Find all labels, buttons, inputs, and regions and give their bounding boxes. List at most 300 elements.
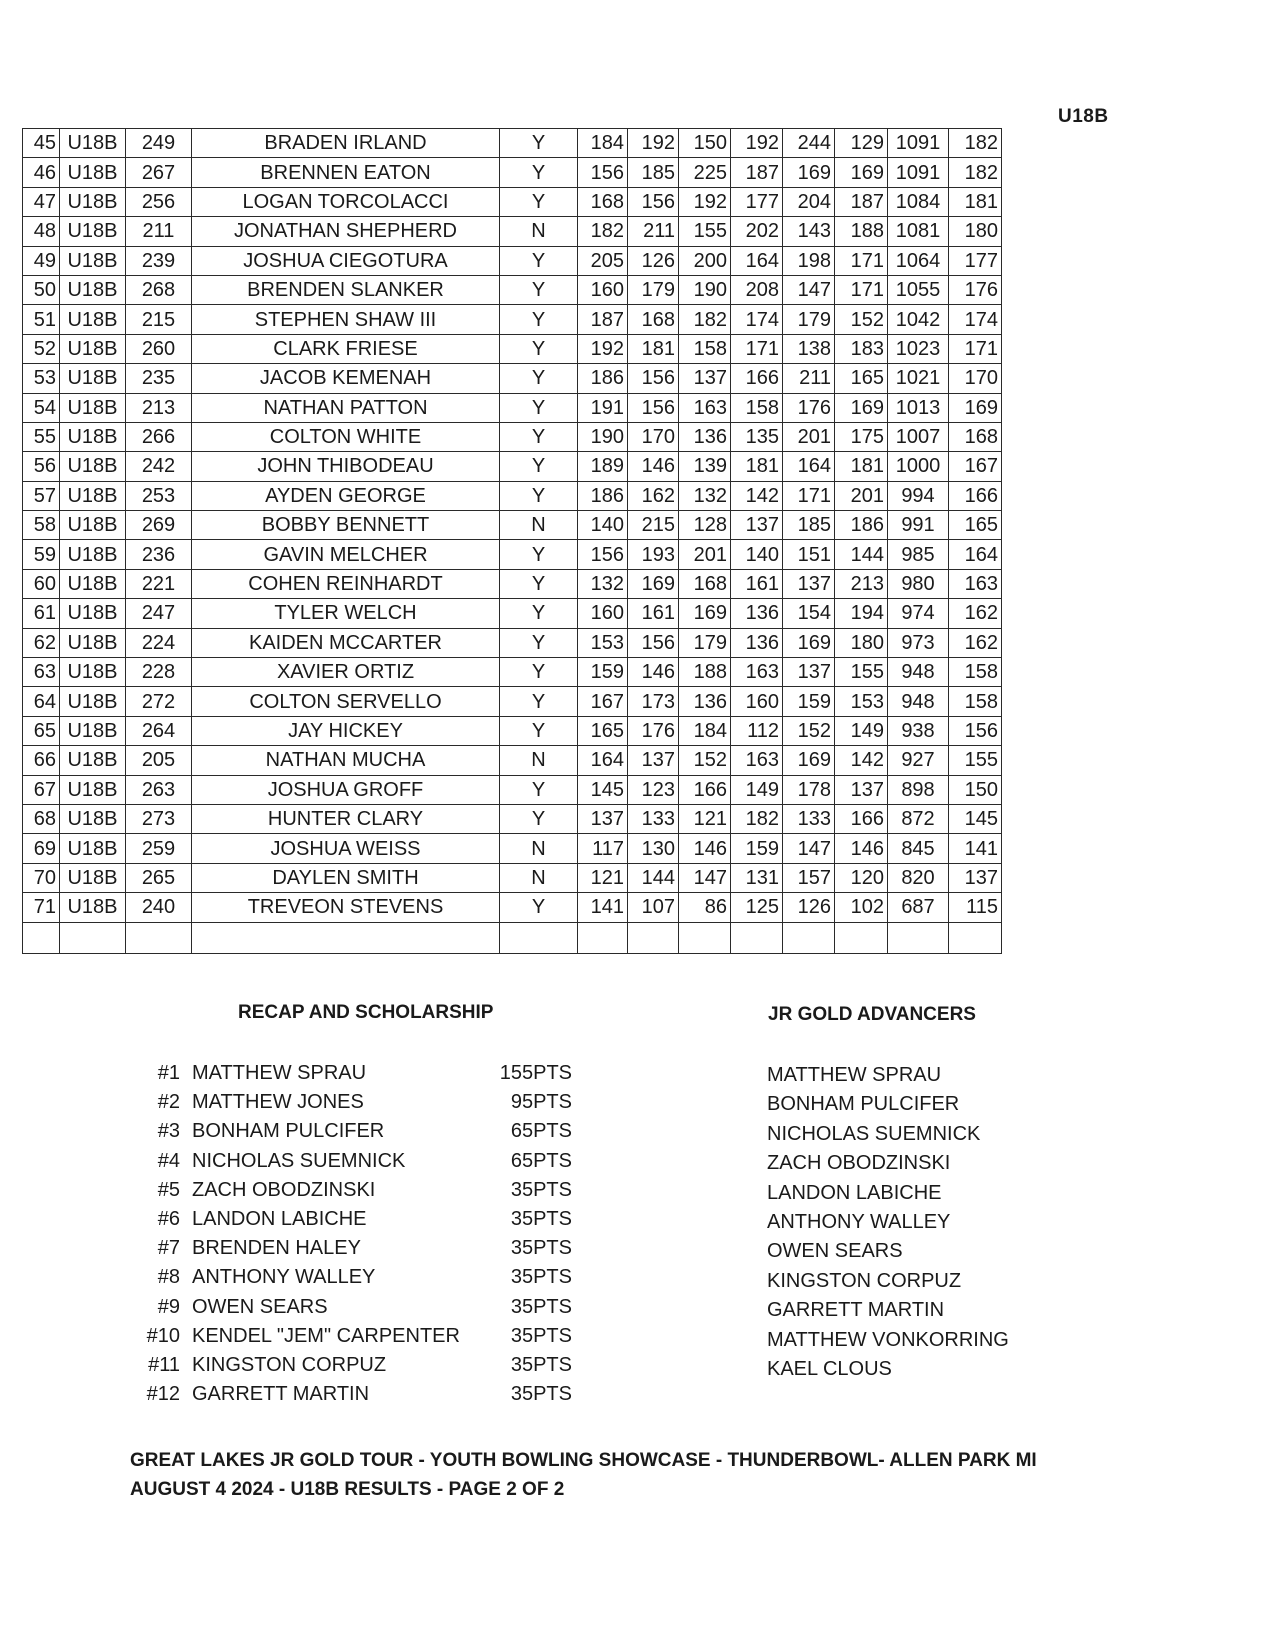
table-cell: 253 <box>126 481 192 510</box>
table-cell: 136 <box>731 599 783 628</box>
table-cell: 163 <box>679 393 731 422</box>
table-cell: 244 <box>783 129 835 158</box>
recap-name: ZACH OBODZINSKI <box>192 1178 376 1201</box>
advancer-item: ANTHONY WALLEY <box>767 1211 951 1233</box>
table-cell: 163 <box>731 658 783 687</box>
table-row <box>23 540 1002 569</box>
advancer-item: NICHOLAS SUEMNICK <box>767 1122 981 1145</box>
table-cell: 141 <box>578 893 628 922</box>
division-tag: U18B <box>1058 106 1109 127</box>
table-row <box>23 658 1002 687</box>
table-cell: 179 <box>783 305 835 334</box>
table-cell: 146 <box>835 834 888 863</box>
recap-points: 35PTS <box>510 1237 572 1260</box>
table-cell: 221 <box>126 569 192 598</box>
table-cell: 164 <box>731 246 783 275</box>
table-cell: N <box>500 746 578 775</box>
table-cell: 130 <box>628 834 679 863</box>
table-cell: U18B <box>60 746 126 775</box>
table-cell: 140 <box>578 511 628 540</box>
table-cell: 181 <box>835 452 888 481</box>
table-cell: 235 <box>126 364 192 393</box>
recap-rank: #1 <box>157 1062 180 1084</box>
recap-rank: #4 <box>157 1149 180 1172</box>
table-cell: 192 <box>578 334 628 363</box>
table-cell: 1042 <box>888 305 949 334</box>
footer-date-line: AUGUST 4 2024 - U18B RESULTS - PAGE 2 OF 2 <box>130 1479 565 1500</box>
recap-points: 65PTS <box>510 1120 572 1143</box>
table-row <box>23 687 1002 716</box>
table-cell: 205 <box>126 746 192 775</box>
table-cell: 169 <box>949 393 1002 422</box>
table-cell: U18B <box>60 834 126 863</box>
table-cell: 63 <box>23 658 60 687</box>
table-cell: 166 <box>731 364 783 393</box>
table-cell: 1091 <box>888 158 949 187</box>
table-cell: 162 <box>949 628 1002 657</box>
table-cell: 1064 <box>888 246 949 275</box>
table-cell: 181 <box>628 334 679 363</box>
table-cell: Y <box>500 599 578 628</box>
table-cell-empty <box>500 922 578 953</box>
table-cell: 160 <box>578 599 628 628</box>
recap-item <box>134 1058 594 1088</box>
table-cell: 213 <box>126 393 192 422</box>
table-cell: 121 <box>578 863 628 892</box>
table-cell: 150 <box>679 129 731 158</box>
table-cell: U18B <box>60 334 126 363</box>
table-cell: 205 <box>578 246 628 275</box>
recap-points: 35PTS <box>510 1266 572 1289</box>
table-cell: 192 <box>731 129 783 158</box>
table-cell: 178 <box>783 775 835 804</box>
table-row <box>23 599 1002 628</box>
table-cell: 137 <box>578 804 628 833</box>
table-cell: 46 <box>23 158 60 187</box>
table-cell: 145 <box>949 804 1002 833</box>
table-cell: 169 <box>628 569 679 598</box>
table-cell: 169 <box>783 746 835 775</box>
table-cell: 173 <box>628 687 679 716</box>
recap-points: 155PTS <box>499 1062 572 1084</box>
recap-rank: #7 <box>157 1237 180 1260</box>
table-cell: 228 <box>126 658 192 687</box>
recap-name: MATTHEW SPRAU <box>192 1062 367 1084</box>
table-cell: 182 <box>679 305 731 334</box>
table-cell: 166 <box>835 804 888 833</box>
table-cell: 182 <box>578 217 628 246</box>
table-cell: U18B <box>60 305 126 334</box>
table-cell: 200 <box>679 246 731 275</box>
table-cell: U18B <box>60 804 126 833</box>
table-cell: 56 <box>23 452 60 481</box>
table-cell: Y <box>500 628 578 657</box>
table-cell: 1081 <box>888 217 949 246</box>
table-cell: 242 <box>126 452 192 481</box>
table-cell: 157 <box>783 863 835 892</box>
table-cell: JOSHUA CIEGOTURA <box>192 246 500 275</box>
recap-name: LANDON LABICHE <box>192 1208 367 1230</box>
table-cell: 70 <box>23 863 60 892</box>
table-cell: 1000 <box>888 452 949 481</box>
table-cell: 267 <box>126 158 192 187</box>
table-cell: U18B <box>60 716 126 745</box>
table-cell: 161 <box>731 569 783 598</box>
table-cell: U18B <box>60 863 126 892</box>
table-cell: U18B <box>60 452 126 481</box>
table-cell: Y <box>500 334 578 363</box>
table-cell: CLARK FRIESE <box>192 334 500 363</box>
table-cell: COLTON SERVELLO <box>192 687 500 716</box>
table-cell: 184 <box>578 129 628 158</box>
table-cell: 820 <box>888 863 949 892</box>
recap-name: OWEN SEARS <box>192 1295 328 1318</box>
table-cell: 139 <box>679 452 731 481</box>
table-cell: 165 <box>949 511 1002 540</box>
table-cell: 60 <box>23 569 60 598</box>
recap-points: 35PTS <box>510 1383 572 1406</box>
table-cell: 137 <box>949 863 1002 892</box>
table-cell: 66 <box>23 746 60 775</box>
table-cell: 179 <box>628 275 679 304</box>
table-cell: 193 <box>628 540 679 569</box>
table-cell: U18B <box>60 687 126 716</box>
table-cell: 170 <box>949 364 1002 393</box>
table-cell: 164 <box>578 746 628 775</box>
recap-rank: #5 <box>157 1178 180 1201</box>
table-cell: 211 <box>628 217 679 246</box>
table-cell: 147 <box>679 863 731 892</box>
table-cell: DAYLEN SMITH <box>192 863 500 892</box>
table-cell: Y <box>500 893 578 922</box>
table-cell: 168 <box>578 187 628 216</box>
table-cell-empty <box>192 922 500 953</box>
table-cell: 174 <box>949 305 1002 334</box>
table-cell: 142 <box>835 746 888 775</box>
table-cell: 67 <box>23 775 60 804</box>
table-cell: 177 <box>949 246 1002 275</box>
table-cell: 55 <box>23 422 60 451</box>
table-cell: 49 <box>23 246 60 275</box>
table-cell: U18B <box>60 893 126 922</box>
table-row <box>23 481 1002 510</box>
table-cell: 156 <box>628 364 679 393</box>
table-cell: 136 <box>679 687 731 716</box>
table-cell: U18B <box>60 187 126 216</box>
table-cell: 994 <box>888 481 949 510</box>
table-cell: 181 <box>731 452 783 481</box>
recap-name: ANTHONY WALLEY <box>192 1266 376 1289</box>
table-cell: 164 <box>783 452 835 481</box>
table-cell: 201 <box>679 540 731 569</box>
table-cell: STEPHEN SHAW III <box>192 305 500 334</box>
table-cell: 166 <box>679 775 731 804</box>
table-cell: 213 <box>835 569 888 598</box>
table-cell: 247 <box>126 599 192 628</box>
table-cell: U18B <box>60 129 126 158</box>
table-cell: 153 <box>578 628 628 657</box>
recap-item <box>134 1292 594 1322</box>
table-cell: 136 <box>679 422 731 451</box>
advancer-item: LANDON LABICHE <box>767 1181 942 1204</box>
table-cell: 168 <box>949 422 1002 451</box>
table-cell: 273 <box>126 804 192 833</box>
table-cell: BRENNEN EATON <box>192 158 500 187</box>
table-cell: 153 <box>835 687 888 716</box>
table-cell: 154 <box>783 599 835 628</box>
recap-points: 35PTS <box>510 1208 572 1230</box>
table-cell: 174 <box>731 305 783 334</box>
recap-name: BONHAM PULCIFER <box>192 1120 385 1143</box>
recap-item <box>134 1204 594 1234</box>
table-cell: 115 <box>949 893 1002 922</box>
table-cell: 1055 <box>888 275 949 304</box>
table-cell: 54 <box>23 393 60 422</box>
recap-item <box>134 1087 594 1117</box>
table-cell: 156 <box>578 540 628 569</box>
table-cell: 162 <box>949 599 1002 628</box>
table-row <box>23 129 1002 158</box>
table-cell: 268 <box>126 275 192 304</box>
recap-rank: #3 <box>157 1120 180 1143</box>
recap-name: KENDEL "JEM" CARPENTER <box>192 1324 460 1347</box>
table-row <box>23 775 1002 804</box>
table-cell: 249 <box>126 129 192 158</box>
table-cell: 112 <box>731 716 783 745</box>
recap-points: 35PTS <box>510 1324 572 1347</box>
table-cell: 117 <box>578 834 628 863</box>
table-cell: 186 <box>578 364 628 393</box>
table-cell: 162 <box>628 481 679 510</box>
table-cell: 158 <box>949 687 1002 716</box>
table-row <box>23 187 1002 216</box>
table-cell: 187 <box>578 305 628 334</box>
table-cell: Y <box>500 658 578 687</box>
table-cell: Y <box>500 569 578 598</box>
table-cell: 991 <box>888 511 949 540</box>
table-cell: U18B <box>60 599 126 628</box>
table-cell: 135 <box>731 422 783 451</box>
table-cell: Y <box>500 540 578 569</box>
table-cell: 155 <box>835 658 888 687</box>
recap-rank: #12 <box>146 1383 180 1406</box>
table-cell: 167 <box>578 687 628 716</box>
table-cell: 201 <box>835 481 888 510</box>
table-cell: 169 <box>679 599 731 628</box>
table-cell: 123 <box>628 775 679 804</box>
table-cell-empty <box>23 922 60 953</box>
table-cell: JACOB KEMENAH <box>192 364 500 393</box>
table-cell: N <box>500 863 578 892</box>
table-cell: 160 <box>578 275 628 304</box>
table-cell: 133 <box>783 804 835 833</box>
table-row-empty <box>23 922 1002 953</box>
table-cell: 186 <box>578 481 628 510</box>
table-cell: U18B <box>60 217 126 246</box>
table-cell: 1023 <box>888 334 949 363</box>
table-cell: 164 <box>949 540 1002 569</box>
table-cell: 159 <box>578 658 628 687</box>
table-cell: 121 <box>679 804 731 833</box>
table-cell: 146 <box>628 658 679 687</box>
table-cell: Y <box>500 687 578 716</box>
table-cell: 150 <box>949 775 1002 804</box>
table-cell: 168 <box>679 569 731 598</box>
table-cell-empty <box>628 922 679 953</box>
table-cell: Y <box>500 452 578 481</box>
table-row <box>23 334 1002 363</box>
table-cell: 176 <box>783 393 835 422</box>
table-cell: 156 <box>628 628 679 657</box>
recap-name: KINGSTON CORPUZ <box>192 1354 387 1376</box>
table-cell: TREVEON STEVENS <box>192 893 500 922</box>
table-cell: COHEN REINHARDT <box>192 569 500 598</box>
table-cell: 180 <box>949 217 1002 246</box>
table-cell: 62 <box>23 628 60 657</box>
table-cell: 191 <box>578 393 628 422</box>
table-cell: 264 <box>126 716 192 745</box>
table-cell: 161 <box>628 599 679 628</box>
table-cell: 58 <box>23 511 60 540</box>
advancer-item: MATTHEW VONKORRING <box>767 1328 1009 1351</box>
recap-rank: #6 <box>157 1208 180 1230</box>
table-cell: 182 <box>731 804 783 833</box>
table-cell: 192 <box>679 187 731 216</box>
table-row <box>23 863 1002 892</box>
recap-item <box>134 1321 594 1351</box>
table-cell: 144 <box>835 540 888 569</box>
table-cell: 1091 <box>888 129 949 158</box>
table-cell: BRADEN IRLAND <box>192 129 500 158</box>
table-row <box>23 217 1002 246</box>
table-cell: 107 <box>628 893 679 922</box>
table-row <box>23 716 1002 745</box>
table-cell: 125 <box>731 893 783 922</box>
recap-rank: #9 <box>157 1295 180 1318</box>
table-cell: 208 <box>731 275 783 304</box>
table-cell: Y <box>500 275 578 304</box>
table-row <box>23 364 1002 393</box>
recap-points: 65PTS <box>510 1149 572 1172</box>
advancer-item: KINGSTON CORPUZ <box>767 1269 962 1292</box>
table-cell: 211 <box>783 364 835 393</box>
table-row <box>23 305 1002 334</box>
recap-name: NICHOLAS SUEMNICK <box>192 1149 406 1172</box>
table-cell: U18B <box>60 246 126 275</box>
table-cell: 185 <box>628 158 679 187</box>
table-cell: Y <box>500 158 578 187</box>
table-cell: 149 <box>731 775 783 804</box>
table-cell: 169 <box>835 393 888 422</box>
table-cell: 240 <box>126 893 192 922</box>
table-cell: 133 <box>628 804 679 833</box>
table-cell: 260 <box>126 334 192 363</box>
table-row <box>23 275 1002 304</box>
table-cell: 236 <box>126 540 192 569</box>
table-cell: 1084 <box>888 187 949 216</box>
table-cell: Y <box>500 716 578 745</box>
table-cell: 132 <box>679 481 731 510</box>
table-cell: 973 <box>888 628 949 657</box>
table-cell: 265 <box>126 863 192 892</box>
table-cell: 980 <box>888 569 949 598</box>
table-cell: 180 <box>835 628 888 657</box>
table-cell: JOSHUA GROFF <box>192 775 500 804</box>
table-cell: HUNTER CLARY <box>192 804 500 833</box>
table-cell: 151 <box>783 540 835 569</box>
table-cell: NATHAN MUCHA <box>192 746 500 775</box>
table-cell: 190 <box>578 422 628 451</box>
table-cell: TYLER WELCH <box>192 599 500 628</box>
table-cell: 131 <box>731 863 783 892</box>
table-cell: 263 <box>126 775 192 804</box>
table-cell: JONATHAN SHEPHERD <box>192 217 500 246</box>
table-cell-empty <box>731 922 783 953</box>
table-cell: 128 <box>679 511 731 540</box>
table-cell: KAIDEN MCCARTER <box>192 628 500 657</box>
table-cell: 845 <box>888 834 949 863</box>
table-cell: 48 <box>23 217 60 246</box>
table-cell: U18B <box>60 628 126 657</box>
table-cell: 137 <box>679 364 731 393</box>
table-cell: 171 <box>835 275 888 304</box>
table-cell: 898 <box>888 775 949 804</box>
table-cell: 51 <box>23 305 60 334</box>
recap-name: MATTHEW JONES <box>192 1091 364 1114</box>
table-cell: 145 <box>578 775 628 804</box>
table-row <box>23 893 1002 922</box>
table-cell: 47 <box>23 187 60 216</box>
table-cell: 136 <box>731 628 783 657</box>
recap-name: BRENDEN HALEY <box>192 1237 361 1260</box>
table-cell-empty <box>126 922 192 953</box>
table-cell: 175 <box>835 422 888 451</box>
table-cell: Y <box>500 364 578 393</box>
table-cell-empty <box>679 922 731 953</box>
advancer-item: ZACH OBODZINSKI <box>767 1152 951 1175</box>
table-cell: 165 <box>835 364 888 393</box>
table-cell: 272 <box>126 687 192 716</box>
table-cell: JOSHUA WEISS <box>192 834 500 863</box>
table-cell: 65 <box>23 716 60 745</box>
table-cell: 215 <box>628 511 679 540</box>
table-cell: 215 <box>126 305 192 334</box>
table-cell: 687 <box>888 893 949 922</box>
table-cell: 169 <box>783 628 835 657</box>
table-cell: Y <box>500 422 578 451</box>
table-cell: 159 <box>783 687 835 716</box>
table-cell: U18B <box>60 569 126 598</box>
table-cell: 985 <box>888 540 949 569</box>
recap-item <box>134 1116 594 1146</box>
table-cell: 1013 <box>888 393 949 422</box>
table-cell: 156 <box>628 393 679 422</box>
results-table <box>22 128 1002 954</box>
table-cell: 948 <box>888 658 949 687</box>
table-cell: BRENDEN SLANKER <box>192 275 500 304</box>
table-cell: 158 <box>679 334 731 363</box>
table-cell: 132 <box>578 569 628 598</box>
table-cell: 140 <box>731 540 783 569</box>
table-cell: 86 <box>679 893 731 922</box>
table-cell: 160 <box>731 687 783 716</box>
table-cell: 181 <box>949 187 1002 216</box>
table-cell: U18B <box>60 540 126 569</box>
recap-rank: #2 <box>157 1091 180 1114</box>
table-cell: U18B <box>60 511 126 540</box>
advancers-title: JR GOLD ADVANCERS <box>768 1004 976 1025</box>
table-cell: JOHN THIBODEAU <box>192 452 500 481</box>
